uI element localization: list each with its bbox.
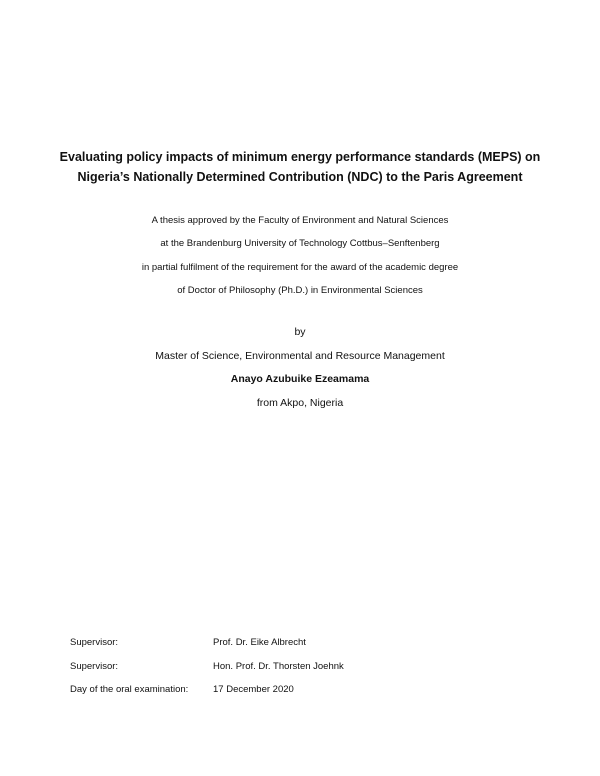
- approval-line-1: A thesis approved by the Faculty of Environment and Natural Sciences: [151, 215, 449, 226]
- committee-value: Prof. Dr. Eike Albrecht: [213, 637, 306, 648]
- committee-label: Supervisor:: [70, 637, 119, 648]
- by-label: by: [294, 326, 306, 338]
- thesis-title-line-1: Evaluating policy impacts of minimum energy performance standards (MEPS) on: [59, 150, 541, 164]
- committee-value: Hon. Prof. Dr. Thorsten Joehnk: [213, 661, 344, 672]
- committee-value: 17 December 2020: [213, 684, 294, 695]
- thesis-title: [40, 147, 560, 187]
- author-origin: from Akpo, Nigeria: [256, 397, 344, 409]
- committee-label: Day of the oral examination:: [70, 684, 189, 695]
- approval-line-4: of Doctor of Philosophy (Ph.D.) in Environmental Sciences: [177, 285, 423, 296]
- author-name: Anayo Azubuike Ezeamama: [230, 373, 370, 385]
- committee-label: Supervisor:: [70, 661, 119, 672]
- author-degree: Master of Science, Environmental and Resource Management: [155, 350, 445, 362]
- thesis-title-line-2: Nigeria’s Nationally Determined Contribution (NDC) to the Paris Agreement: [77, 170, 523, 184]
- approval-line-2: at the Brandenburg University of Technology Cottbus–Senftenberg: [160, 238, 440, 249]
- approval-line-3: in partial fulfilment of the requirement for the award of the academic degree: [141, 262, 459, 273]
